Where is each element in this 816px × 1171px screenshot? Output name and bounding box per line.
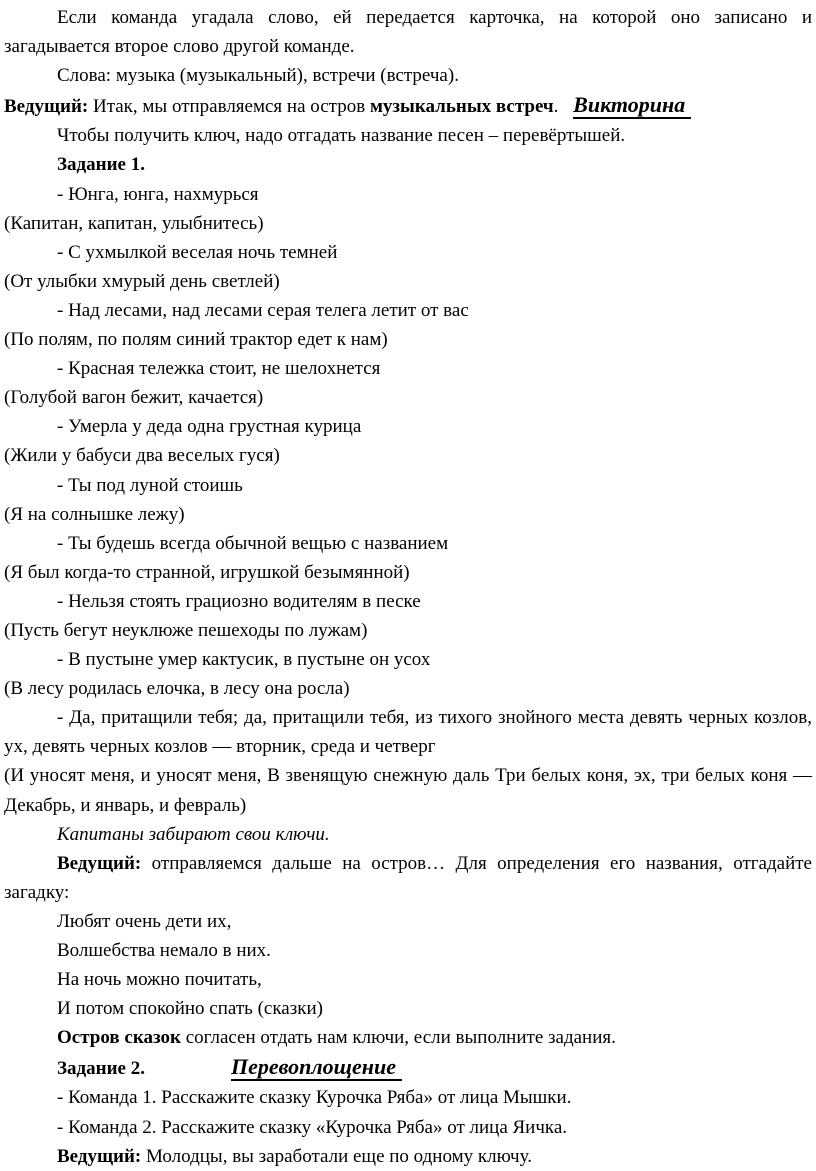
text-run: (В лесу родилась елочка, в лесу она росла) [4, 678, 350, 700]
island-music-name: музыкальных встреч [369, 96, 554, 118]
riddle-line [4, 965, 812, 994]
text-run: - Да, притащили тебя; да, притащили тебя, из тихого знойного места девять черных козлов, ух, девять черных козлов — вторник, среда и четверг [4, 707, 812, 758]
song-line [4, 238, 812, 267]
text-run: Итак, мы отправляемся на остров [92, 96, 370, 118]
song-answer-line [4, 209, 812, 238]
text-run: - В пустыне умер кактусик, в пустыне он усох [57, 649, 431, 671]
song-line [4, 180, 812, 209]
song-line [4, 703, 812, 761]
text-run: - С ухмылкой веселая ночь темней [57, 241, 338, 263]
host-line-quiz [4, 90, 812, 121]
text-run: (Капитан, капитан, улыбнитесь) [4, 212, 264, 234]
song-line [4, 587, 812, 616]
text-run: - Нельзя стоять грациозно водителям в песке [57, 590, 421, 612]
team-task-line [4, 1083, 812, 1112]
text-run: - Команда 1. Расскажите сказку Курочка Ряба» от лица Мышки. [57, 1087, 572, 1109]
text-run: (По полям, по полям синий трактор едет к нам) [4, 329, 388, 351]
host-line-closing [4, 1142, 812, 1171]
text-run: (И уносят меня, и уносят меня, В звенящую снежную даль Три белых коня, эх, три белых коня — Декабрь, и январь, и февраль) [4, 765, 812, 816]
text-run: отправляемся дальше на остров… Для определения его названия, отгадайте загадку: [4, 852, 812, 903]
song-answer-line [4, 558, 812, 587]
song-answer-line [4, 761, 812, 819]
text-run: (Жили у бабуси два веселых гуся) [4, 445, 280, 467]
song-answer-line [4, 441, 812, 470]
song-answer-line [4, 616, 812, 645]
speaker-label: Ведущий: [57, 852, 152, 874]
text-run: - Умерла у деда одна грустная курица [57, 416, 362, 438]
text-run: Чтобы получить ключ, надо отгадать название песен – перевёртышей. [57, 125, 626, 147]
island-tales-line [4, 1023, 812, 1052]
text-run: (Я был когда-то странной, игрушкой безымянной) [4, 561, 410, 583]
song-line [4, 412, 812, 441]
text-run: Волшебства немало в них. [57, 940, 271, 961]
task-2-label: Задание 2. [57, 1058, 145, 1080]
speaker-label: Ведущий: [4, 96, 93, 118]
song-answer-line [4, 383, 812, 412]
riddle-line [4, 907, 812, 936]
text-run: - Команда 2. Расскажите сказку «Курочка Ряба» от лица Яичка. [57, 1116, 568, 1138]
section-title-perevoploshchenie: Перевоплощение [231, 1054, 402, 1081]
team-task-line [4, 1113, 812, 1142]
text-run: (Пусть бегут неуклюже пешеходы по лужам) [4, 619, 368, 641]
text-run: На ночь можно почитать, [57, 969, 262, 991]
hint-line [4, 121, 812, 150]
song-line [4, 296, 812, 325]
text-run: Слова: музыка (музыкальный), встречи (встреча). [57, 65, 459, 87]
text-run: - Ты под луной стоишь [57, 474, 243, 496]
intro-paragraph [4, 3, 812, 61]
text-run: (Я на солнышке лежу) [4, 503, 185, 525]
song-answer-line [4, 500, 812, 529]
song-answer-line [4, 267, 812, 296]
text-run: Молодцы, вы заработали еще по одному ключу. [145, 1145, 532, 1167]
task-1-label: Задание 1. [57, 154, 145, 176]
song-line [4, 529, 812, 558]
text-run: Если команда угадала слово, ей передается карточка, на которой оно записано и загадывается второе слово другой команде. [4, 7, 812, 58]
text-run: - Над лесами, над лесами серая телега летит от вас [57, 299, 469, 321]
text-run: - Ты будешь всегда обычной вещью с названием [57, 532, 449, 554]
song-answer-line [4, 674, 812, 703]
text-run: И потом спокойно спать (сказки) [57, 998, 323, 1020]
song-line [4, 354, 812, 383]
song-line [4, 471, 812, 500]
host-line-riddle [4, 849, 812, 907]
riddle-line [4, 994, 812, 1023]
song-answer-line [4, 325, 812, 354]
task-1-heading [4, 150, 812, 179]
text-run: Любят очень дети их, [57, 910, 232, 932]
text-run: . [553, 96, 564, 118]
text-run: согласен отдать нам ключи, если выполните задания. [180, 1027, 616, 1049]
riddle-line [4, 936, 812, 965]
island-tales-name: Остров сказок [57, 1027, 181, 1049]
text-run: - Юнга, юнга, нахмурься [57, 183, 259, 205]
stage-direction-text: Капитаны забирают свои ключи. [57, 823, 330, 845]
words-line [4, 61, 812, 90]
text-run: - Красная тележка стоит, не шелохнется [57, 358, 381, 380]
task-2-heading [4, 1052, 812, 1083]
stage-direction [4, 820, 812, 849]
song-line [4, 645, 812, 674]
section-title-viktorina: Викторина [573, 92, 691, 119]
text-run: (Голубой вагон бежит, качается) [4, 387, 264, 409]
text-run: (От улыбки хмурый день светлей) [4, 270, 280, 292]
speaker-label: Ведущий: [57, 1145, 146, 1167]
